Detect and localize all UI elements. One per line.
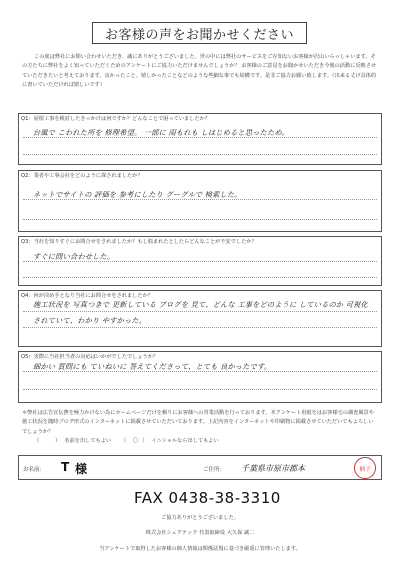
name-label: お名前：: [23, 467, 46, 473]
question-label: Q4：何が決め手となり当社にお問合せをされましたか？: [21, 293, 153, 299]
question-box-4: [18, 290, 382, 347]
handwritten-answer: されていて、わかり やすかった。: [33, 316, 147, 325]
option-initials[interactable]: （ 〇 ） イニシャルなら出してもよい: [121, 438, 219, 444]
customer-info-box: [18, 455, 382, 480]
privacy-note: 当アンケートで取得したお客様の個人情報は関係法規に基づき厳重に管理いたします。: [99, 546, 301, 552]
page-title: お客様の声をお聞かせください: [92, 22, 307, 44]
option-label: イニシャルなら出してもよい: [151, 438, 219, 444]
option-label: 名前を出してもよい: [64, 438, 112, 444]
handwritten-answer: 台風で こわれた所を 修理希望。 一部に 雨もれも しはじめると思ったため。: [33, 128, 289, 137]
company-name: 株式会社シェアテック 代表取締役 大久保 誠二: [145, 530, 255, 536]
thanks-text: ご協力ありがとうございました。: [161, 515, 239, 521]
question-box-3: [18, 236, 382, 286]
handwritten-answer: ネットでサイトの 評価を 参考にしたり グーグルで 検索した。: [33, 190, 242, 199]
question-box-1: [18, 113, 382, 165]
handwritten-answer: すぐに問い合わせした。: [33, 252, 115, 261]
option-full-name[interactable]: （ ） 名前を出してもよい: [34, 438, 112, 444]
intro-text: この度は弊社にお問い合わせいただき、誠にありがとうございました。世の中には弊社のサービスをご存知ないお客様が沢山いらっしゃいます。その方たちに弊社をよく知っていただくためのアンケートにご協力いただけませんでしょうか？ お客様のご意見をお聞かせいただき今後の活動に反映させていただきたいと考えております。良かったこと、嬉しかったことなどのような些細な事でも結構です。是非ご協力お願い致します。（出来る丈け具体的に書いていただければ嬉しいです）: [22, 54, 377, 89]
question-label: Q3：当社を知りすぐにお問合せをされましたか？もし悩まれたとしたらどんなことが不安でしたか？: [21, 239, 257, 245]
seal-stamp: 袖子: [354, 457, 376, 479]
question-label: Q1：屋根工事を検討したきっかけは何ですか？どんなことで困っていましたか？: [21, 116, 210, 122]
question-label: Q2：業者や工事会社をどのように探されましたか？: [21, 173, 143, 179]
name-value: T: [61, 460, 70, 474]
question-label: Q5：実際に当社担当者の対応はいかがでしたでしょうか？: [21, 354, 159, 360]
address-value: 千葉県市原市郡本: [241, 464, 305, 473]
name-honorific: 様: [75, 462, 88, 476]
handwritten-answer: 細かい 質問にも ていねいに 答えてくださって、とても 良かったです。: [33, 362, 272, 371]
fax-number: FAX 0438-38-3310: [134, 489, 281, 507]
question-box-2: [18, 170, 382, 232]
handwritten-answer: 施工状況を 写真つきで 更新している ブログを 見て、どんな 工事をどのように しているのか 可視化: [33, 300, 368, 309]
option-mark: 〇: [132, 438, 138, 444]
address-label: ご住所：: [203, 467, 226, 473]
question-box-5: [18, 351, 382, 403]
consent-text: ＊弊社は広告宣伝費を極力かけない為にホームページだけを頼りにお客様への営業活動を行っております。本アンケート用紙をはお客様宅の調査風景や施工状況を随時ブログ形式のインターネットに掲載させていただいております。上記内容をインターネットや印刷物に掲載させていただいてもよろしいでしょうか？: [22, 410, 374, 435]
publish-options: [34, 437, 219, 444]
